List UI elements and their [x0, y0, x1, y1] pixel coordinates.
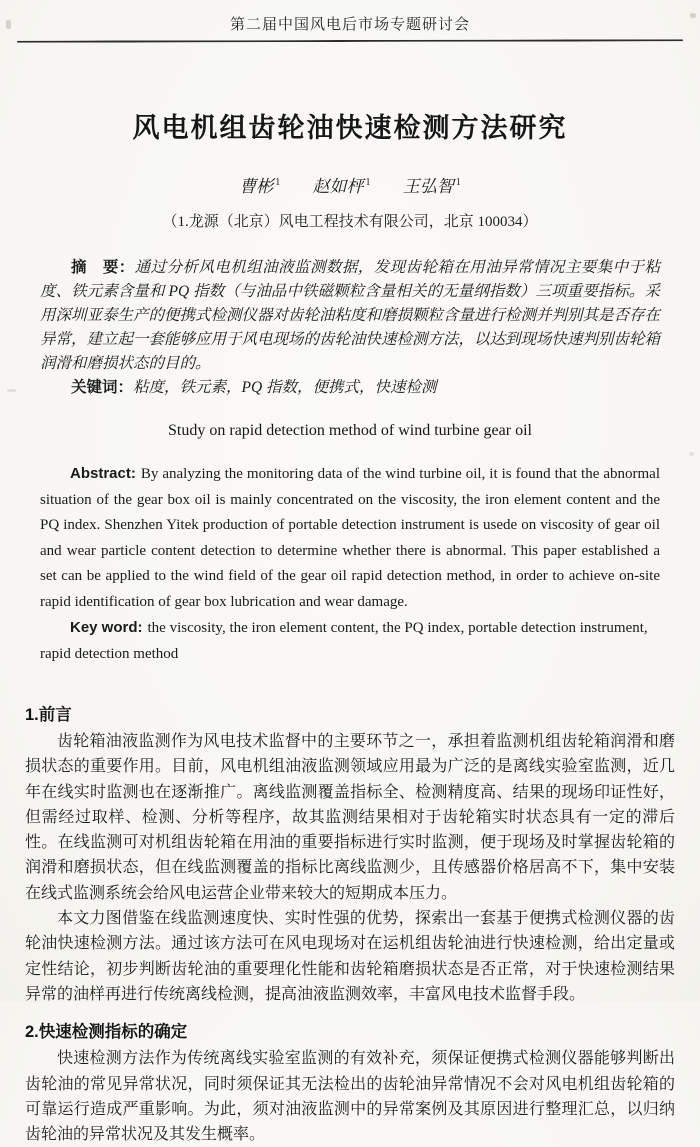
abstract-en-label: Abstract: — [70, 465, 136, 482]
keywords-en-label: Key word: — [70, 619, 143, 636]
keywords-cn-text: 粘度，铁元素，PQ 指数，便携式，快速检测 — [133, 379, 437, 396]
author-1-name: 曹彬 — [239, 177, 274, 196]
running-header: 第二届中国风电后市场专题研讨会 — [229, 17, 470, 33]
abstract-cn-text: 通过分析风电机组油液监测数据，发现齿轮箱在用油异常情况主要集中于粘度、铁元素含量和 PQ 指数（与油品中铁磁颗粒含量相关的无量纲指数）三项重要指标。采用深圳亚泰生产的便携式检测仪器对齿轮油粘度和磨损颗粒含量进行检测并判别其是否存在异常，建立起一套能够应用于风电现场的齿轮油快速检测方法，以达到现场快速判别齿轮箱润滑和磨损状态的目的。 — [40, 259, 661, 372]
paper-title-english: Study on rapid detection method of wind turbine gear oil — [168, 422, 532, 439]
scan-artifact — [7, 389, 16, 392]
section-1-heading: 1.前言 — [25, 706, 72, 724]
section-1-paragraph-2: 本文力图借鉴在线监测速度快、实时性强的优势，探索出一套基于便携式检测仪器的齿轮油快速检测方法。通过该方法可在风电现场对在运机组齿轮油进行快速检测，给出定量或定性结论，初步判断齿轮油的重要理化性能和齿轮箱磨损状态是否正常，对于快速检测结果异常的油样再进行传统离线检测，提高油液监测效率，丰富风电技术监督手段。 — [25, 910, 675, 1003]
scan-artifact — [689, 452, 694, 456]
keywords-en — [25, 615, 675, 667]
author-2-name: 赵如枰 — [312, 177, 364, 196]
keywords-en-text: the viscosity, the iron element content, the PQ index, portable detection instrument, rapid detection method — [40, 620, 648, 662]
abstract-en — [25, 461, 675, 615]
author-2-affiliation-mark: 1 — [365, 177, 371, 189]
paper-title: 风电机组齿轮油快速检测方法研究 — [132, 113, 568, 143]
author-2 — [313, 177, 371, 196]
keywords-cn-label: 关键词： — [71, 379, 134, 396]
section-1-paragraph-1: 齿轮箱油液监测作为风电技术监督中的主要环节之一，承担着监测机组齿轮箱润滑和磨损状态的重要作用。目前，风电机组油液监测领域应用最为广泛的是离线实验室监测，近几年在线实时监测也在逐渐推广。离线监测覆盖指标全、检测精度高、结果的现场印证性好，但需经过取样、检测、分析等程序，故其监测结果相对于齿轮箱实时状态具有一定的滞后性。在线监测可对机组齿轮箱在用油的重要指标进行实时监测，便于现场及时掌握齿轮箱的润滑和磨损状态，但在线监测覆盖的指标比离线监测少，且传感器价格居高不下，集中安装在线式监测系统会给风电运营企业带来较大的短期成本压力。 — [25, 733, 675, 902]
affiliation: （1.龙源（北京）风电工程技术有限公司，北京 100034） — [162, 214, 538, 230]
author-3 — [403, 177, 461, 196]
author-line — [25, 172, 675, 197]
author-3-affiliation-mark: 1 — [455, 177, 461, 189]
abstract-cn — [25, 256, 675, 376]
scan-artifact — [6, 20, 11, 29]
author-3-name: 王弘智 — [402, 177, 454, 196]
section-2-heading: 2.快速检测指标的确定 — [25, 1023, 188, 1042]
header-rule — [17, 39, 683, 42]
abstract-en-text: By analyzing the monitoring data of the wind turbine oil, it is found that the abnormal situation of the gear box oil is mainly concentrated on the viscosity, the iron element content and the PQ index. Shenzhen Yitek production of portable detection instrument is usede on viscosity of gear oil and wear particle content detection to determine whether there is abnormal. This paper established a set can be applied to the wind field of the gear oil rapid detection method, in order to achieve on-site rapid identification of gear box lubrication and wear damage. — [40, 466, 660, 610]
abstract-cn-label: 摘 要： — [71, 259, 135, 276]
keywords-cn — [25, 376, 675, 400]
author-1-affiliation-mark: 1 — [275, 177, 281, 189]
scan-artifact — [690, 13, 696, 18]
section-2-paragraph-1: 快速检测方法作为传统离线实验室监测的有效补充，须保证便携式检测仪器能够判断出齿轮油的常见异常状况，同时须保证其无法检出的齿轮油异常情况不会对风电机组齿轮箱的可靠运行造成严重影响。为此，须对油液监测中的异常案例及其原因进行整理汇总，以归纳齿轮油的异常状况及其发生概率。 — [25, 1050, 675, 1144]
author-1 — [239, 177, 280, 196]
